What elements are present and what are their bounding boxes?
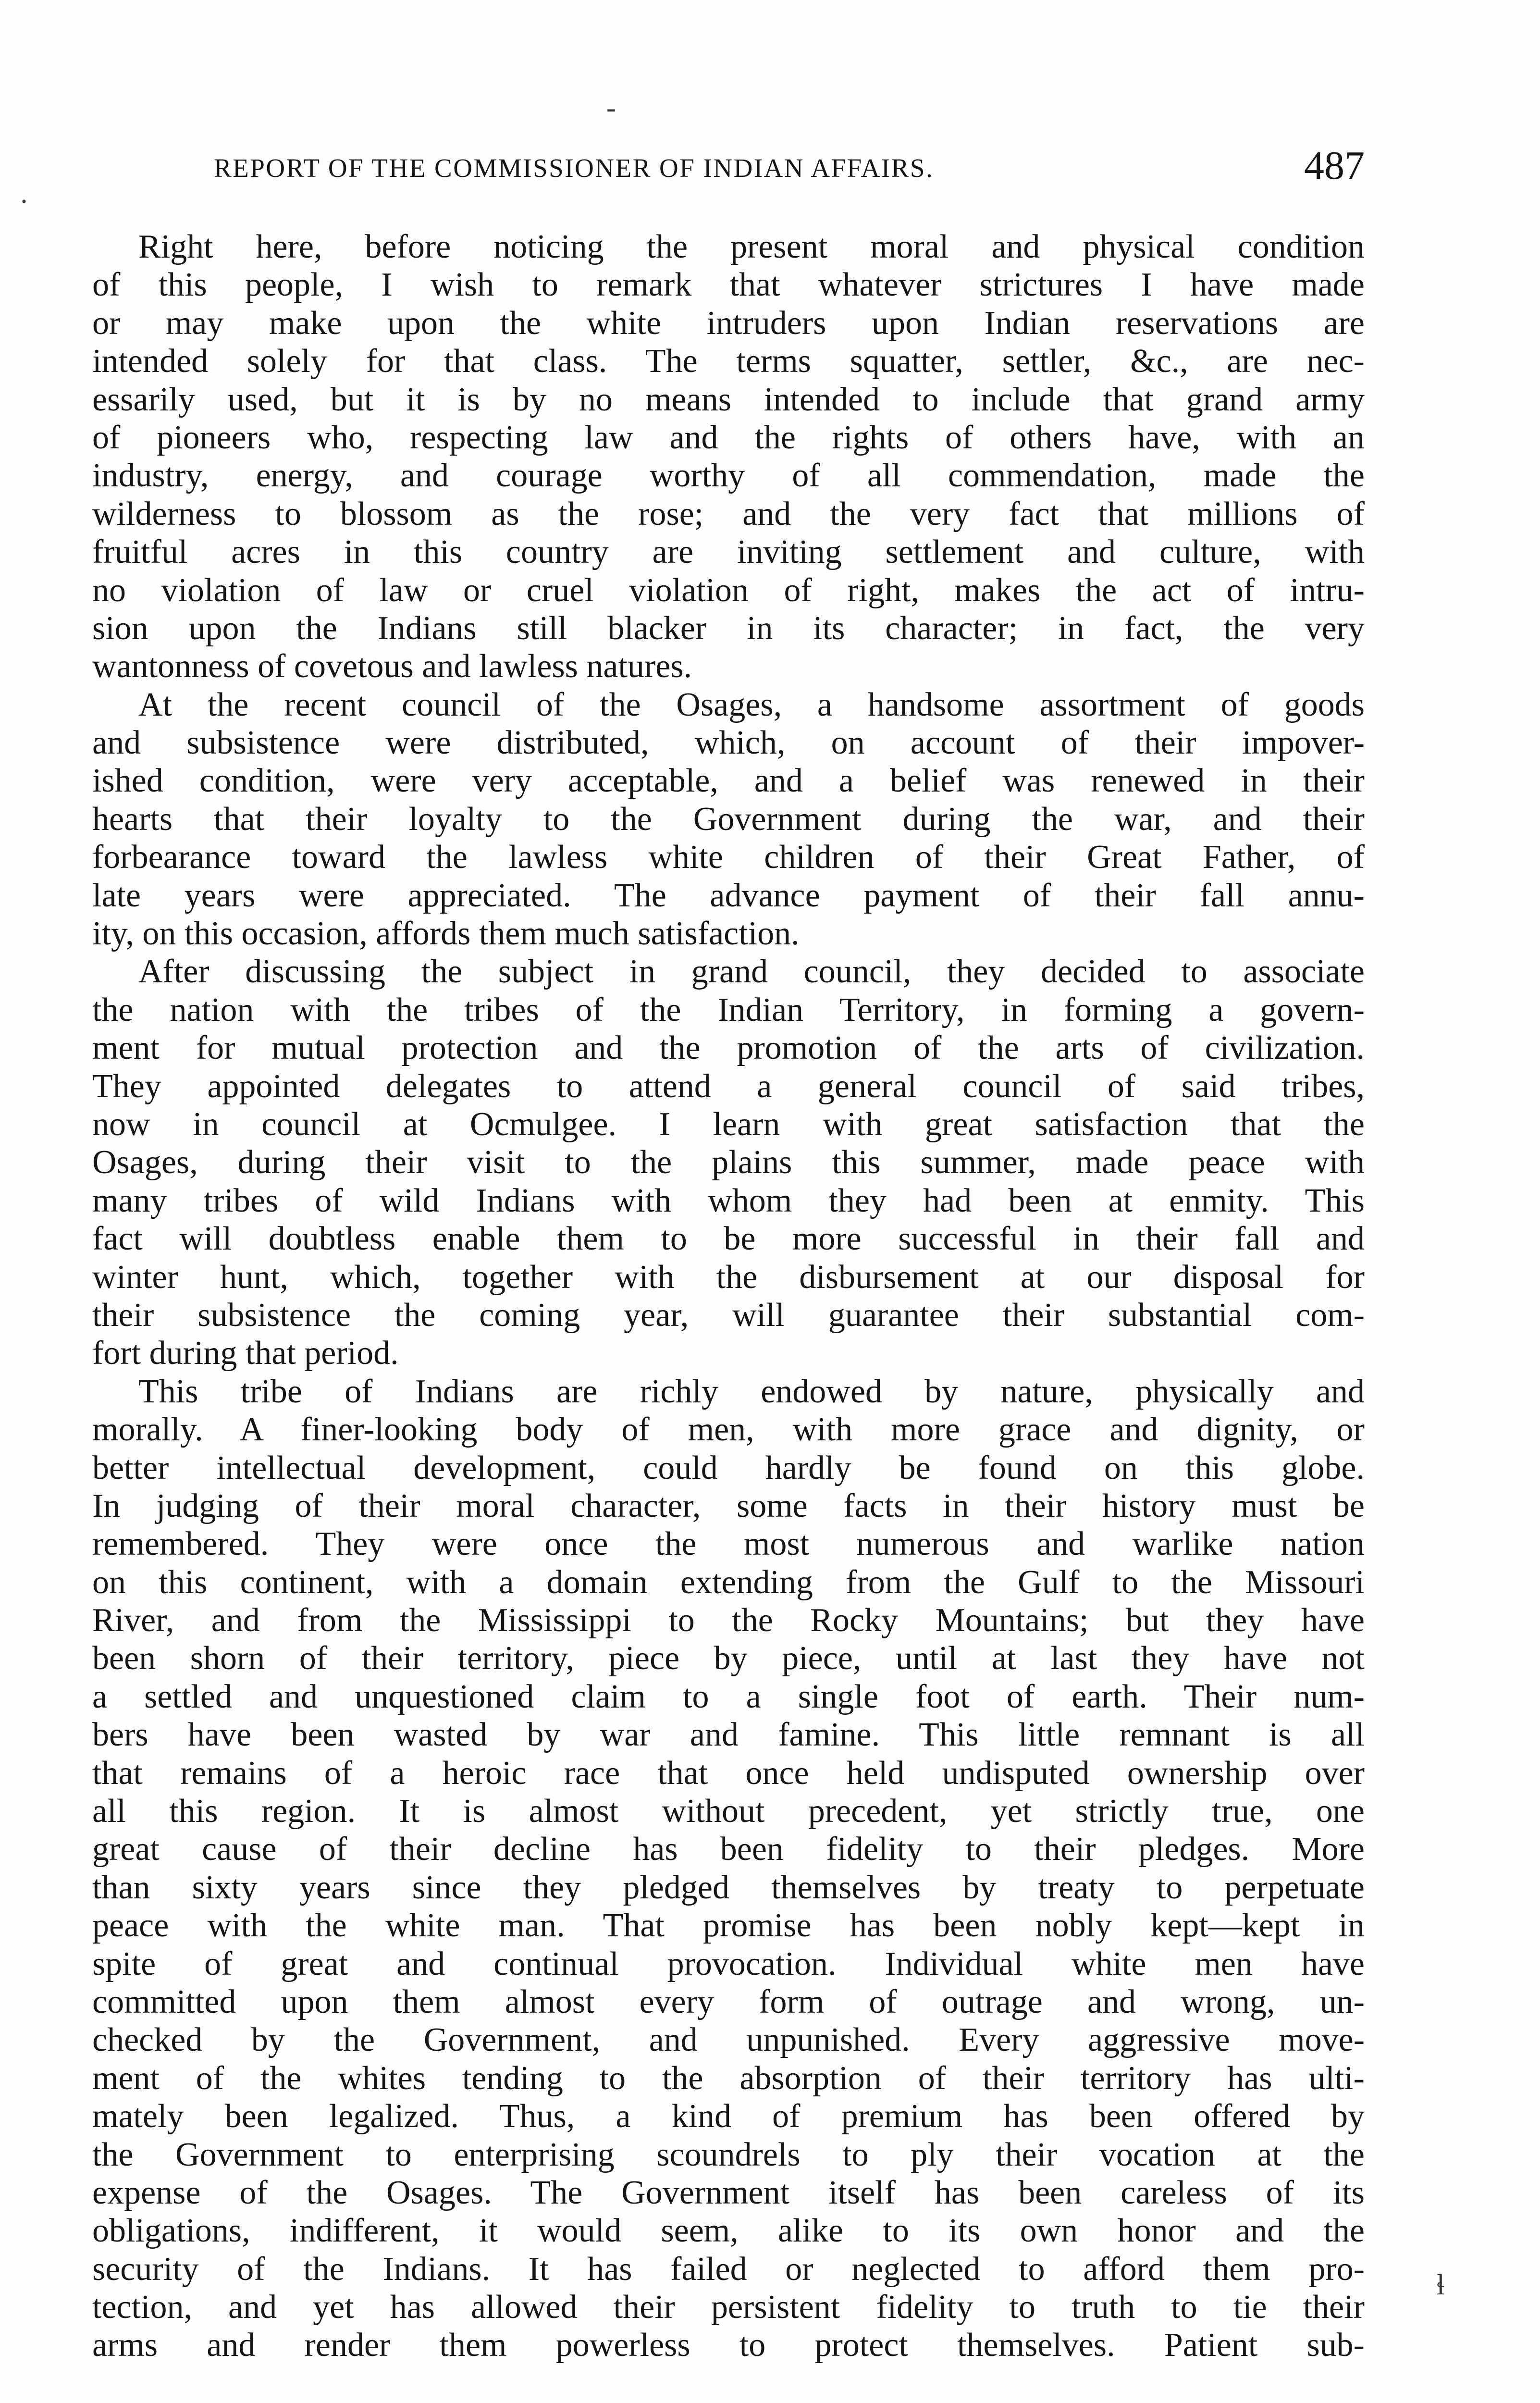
text-line: At the recent council of the Osages, a handsome assortment of goods <box>138 686 1365 723</box>
text-line: now in council at Ocmulgee. I learn with great satisfaction that the <box>92 1105 1365 1143</box>
text-line: spite of great and continual provocation. Individual white men have <box>92 1945 1365 1982</box>
text-line: forbearance toward the lawless white children of their Great Father, of <box>92 839 1365 876</box>
text-line: checked by the Government, and unpunished. Every aggressive move- <box>92 2021 1365 2059</box>
text-line: many tribes of wild Indians with whom they had been at enmity. This <box>92 1182 1365 1219</box>
text-line: fort during that period. <box>92 1335 399 1372</box>
text-line: fruitful acres in this country are inviting settlement and culture, with <box>92 533 1365 571</box>
stray-mark-right: ɬ <box>1437 2269 1445 2301</box>
text-line: or may make upon the white intruders upon Indian reservations are <box>92 304 1365 342</box>
text-line: fact will doubtless enable them to be more successful in their fall and <box>92 1220 1365 1258</box>
text-line: obligations, indifferent, it would seem, alike to its own honor and the <box>92 2212 1365 2250</box>
text-line: security of the Indians. It has failed or neglected to afford them pro- <box>92 2250 1365 2288</box>
text-line: In judging of their moral character, some facts in their history must be <box>92 1487 1365 1524</box>
text-line: They appointed delegates to attend a general council of said tribes, <box>92 1067 1365 1105</box>
text-line: Osages, during their visit to the plains this summer, made peace with <box>92 1144 1365 1181</box>
text-line: all this region. It is almost without precedent, yet strictly true, one <box>92 1793 1365 1830</box>
text-line: better intellectual development, could hardly be found on this globe. <box>92 1449 1365 1486</box>
text-line: wilderness to blossom as the rose; and the very fact that millions of <box>92 495 1365 533</box>
paragraph <box>92 228 1365 686</box>
text-line: essarily used, but it is by no means intended to include that grand army <box>92 381 1365 418</box>
text-line: the nation with the tribes of the Indian Territory, in forming a govern- <box>92 991 1365 1028</box>
text-line: a settled and unquestioned claim to a single foot of earth. Their num- <box>92 1678 1365 1715</box>
stray-mark-top: - <box>606 92 616 124</box>
text-line: late years were appreciated. The advance payment of their fall annu- <box>92 877 1365 914</box>
paragraph <box>92 686 1365 953</box>
text-line: wantonness of covetous and lawless natures. <box>92 648 692 685</box>
text-line: bers have been wasted by war and famine. This little remnant is all <box>92 1716 1365 1754</box>
text-line: intended solely for that class. The terms squatter, settler, &c., are nec- <box>92 343 1365 380</box>
text-line: winter hunt, which, together with the disbursement at our disposal for <box>92 1258 1365 1296</box>
text-line: mately been legalized. Thus, a kind of premium has been offered by <box>92 2098 1365 2135</box>
text-line: Right here, before noticing the present moral and physical condition <box>138 228 1365 265</box>
text-line: remembered. They were once the most numerous and warlike nation <box>92 1525 1365 1563</box>
text-line: peace with the white man. That promise has been nobly kept—kept in <box>92 1907 1365 1945</box>
text-line: been shorn of their territory, piece by piece, until at last they have not <box>92 1640 1365 1677</box>
text-line: River, and from the Mississippi to the Rocky Mountains; but they have <box>92 1602 1365 1639</box>
text-line: morally. A finer-looking body of men, with more grace and dignity, or <box>92 1411 1365 1449</box>
text-line: of pioneers who, respecting law and the rights of others have, with an <box>92 419 1365 456</box>
text-line: After discussing the subject in grand council, they decided to associate <box>138 953 1365 991</box>
text-line: great cause of their decline has been fidelity to their pledges. More <box>92 1831 1365 1868</box>
text-line: the Government to enterprising scoundrels to ply their vocation at the <box>92 2136 1365 2173</box>
text-line: arms and render them powerless to protect themselves. Patient sub- <box>92 2327 1365 2364</box>
text-line: industry, energy, and courage worthy of all commendation, made the <box>92 457 1365 495</box>
running-head: REPORT OF THE COMMISSIONER OF INDIAN AFFAIRS. <box>214 153 934 183</box>
text-line: that remains of a heroic race that once held undisputed ownership over <box>92 1754 1365 1792</box>
text-line: their subsistence the coming year, will guarantee their substantial com- <box>92 1296 1365 1334</box>
page-number: 487 <box>1304 143 1365 188</box>
text-line: This tribe of Indians are richly endowed by nature, physically and <box>138 1373 1365 1410</box>
paragraph <box>92 953 1365 1372</box>
text-line: and subsistence were distributed, which, on account of their impover- <box>92 724 1365 762</box>
stray-mark-left: · <box>19 186 29 217</box>
text-line: expense of the Osages. The Government itself has been careless of its <box>92 2174 1365 2211</box>
text-line: than sixty years since they pledged themselves by treaty to perpetuate <box>92 1869 1365 1906</box>
text-line: sion upon the Indians still blacker in its character; in fact, the very <box>92 609 1365 647</box>
text-line: ity, on this occasion, affords them much satisfaction. <box>92 915 800 953</box>
text-line: on this continent, with a domain extending from the Gulf to the Missouri <box>92 1563 1365 1601</box>
page-header <box>214 142 1365 195</box>
text-line: hearts that their loyalty to the Government during the war, and their <box>92 800 1365 838</box>
text-line: of this people, I wish to remark that whatever strictures I have made <box>92 266 1365 304</box>
text-line: ment for mutual protection and the promotion of the arts of civilization. <box>92 1029 1365 1067</box>
text-line: ment of the whites tending to the absorption of their territory has ulti- <box>92 2059 1365 2097</box>
paragraph <box>92 1373 1365 2365</box>
text-line: ished condition, were very acceptable, and a belief was renewed in their <box>92 762 1365 800</box>
text-line: committed upon them almost every form of outrage and wrong, un- <box>92 1983 1365 2020</box>
body-text <box>92 228 1365 2365</box>
text-line: tection, and yet has allowed their persistent fidelity to truth to tie their <box>92 2289 1365 2326</box>
text-line: no violation of law or cruel violation of right, makes the act of intru- <box>92 571 1365 609</box>
